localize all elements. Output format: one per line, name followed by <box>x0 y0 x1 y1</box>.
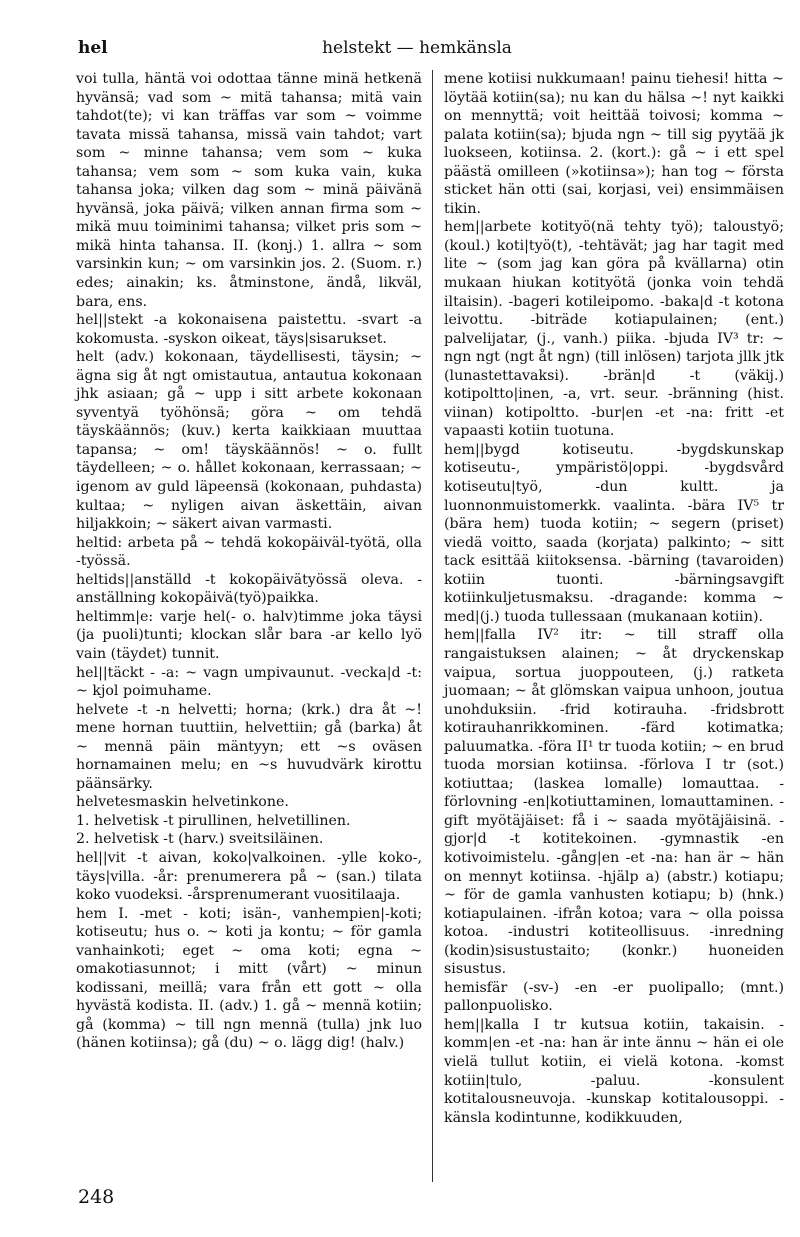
dictionary-entry: hemisfär (-sv-) -en -er puolipallo; (mnt.) pallonpuolisko. <box>444 979 784 1015</box>
dictionary-entry: hem||bygd kotiseutu. -bygdskunskap kotiseutu-, ympäristö|oppi. -bygdsvård kotiseutu|työ, -dun kultt. ja luonnonmuistomerkk. vaalinta. -bära IV⁵ tr (bära hem) tuoda kotiin; ~ segern (priset) viedä voitto, saada (korjata) palkinto; ~ sitt tack esittää kiitoksensa. -bärning (tavaroiden) kotiin tuonti. -bärningsavgift kotiinkuljetusmaksu. -dragande: komma ~ med|(j.) tuoda tullessaan (mukanaan kotiin). <box>444 441 784 625</box>
running-head-word: hel <box>78 38 108 58</box>
dictionary-entry: helt (adv.) kokonaan, täydellisesti, täysin; ~ ägna sig åt ngt omistautua, antautua kokonaan jhk asiaan; gå ~ upp i sitt arbete kokonaan syventyä työhönsä; göra ~ om tehdä täyskäännös; (kuv.) kerta kaikkiaan muuttaa tapansa; ~ om! täyskäännös! ~ o. fullt täydelleen; ~ o. hållet kokonaan, kerrassaan; ~ igenom av guld läpeensä (kokonaan, puhdasta) kultaa; ~ nyligen aivan äskettäin, aivan hiljakkoin; ~ säkert aivan varmasti. <box>76 349 422 533</box>
dictionary-entry: 2. helvetisk -t (harv.) sveitsiläinen. <box>76 831 324 848</box>
running-head-title: helstekt — hemkänsla <box>322 38 512 58</box>
left-column <box>76 70 422 1053</box>
column-divider <box>432 70 433 1182</box>
dictionary-entry: voi tulla, häntä voi odottaa tänne minä hetkenä hyvänsä; vad som ~ mitä tahansa; mitä vain tahdot(te); vi kan träffas var som ~ voimme tavata missä tahansa, missä vain tahdot; vart som ~ minne tahansa; vem som ~ kuka tahansa; vem som ~ som kuka vain, kuka tahansa joka; vilken dag som ~ minä päivänä hyvänsä, joka päivä; vilken annan firma som ~ mikä muu toiminimi tahansa; vilket pris som ~ mikä hinta tahansa. II. (konj.) 1. allra ~ som varsinkin kun; ~ om varsinkin jos. 2. (Suom. r.) edes; ainakin; ks. åtminstone, ändå, likväl, bara, ens. <box>76 71 422 310</box>
dictionary-entry: heltimm|e: varje hel(- o. halv)timme joka täysi (ja puoli)tunti; klockan slår bara -ar kello lyö vain (täydet) tunnit. <box>76 608 422 662</box>
dictionary-entry: hem I. -met - koti; isän-, vanhempien|-koti; kotiseutu; hus o. ~ koti ja kontu; ~ för gamla vanhainkoti; eget ~ oma koti; egna ~ omakotiasunnot; i mitt (vårt) ~ minun kodissani, meillä; vara från ett gott ~ olla hyvästä kodista. II. (adv.) 1. gå ~ mennä kotiin; gå (komma) ~ till ngn mennä (tulla) jnk luo (hänen kotiinsa); gå (du) ~ o. lägg dig! (halv.) <box>76 905 422 1052</box>
dictionary-entry: mene kotiisi nukkumaan! painu tiehesi! hitta ~ löytää kotiin(sa); nu kan du hälsa ~! nyt kaikki on mennyttä; voit heittää toivosi; komma ~ palata kotiin(sa); bjuda ngn ~ till sig pyytää jk luokseen, kotiinsa. 2. (kort.): gå ~ i ett spel päästä omilleen (»kotiinsa»); han tog ~ första sticket hän otti (sai, korjasi, vei) ensimmäisen tikin. <box>444 71 784 217</box>
dictionary-entry: helvetesmaskin helvetinkone. <box>76 794 289 811</box>
dictionary-entry: hel||stekt -a kokonaisena paistettu. -svart -a kokomusta. -syskon oikeat, täys|sisarukset. <box>76 312 422 347</box>
dictionary-entry: 1. helvetisk -t pirullinen, helvetillinen. <box>76 812 351 829</box>
dictionary-entry: hel||vit -t aivan, koko|valkoinen. -ylle koko-, täys|villa. -år: prenumerera på ~ (san.) tilata koko vuodeksi. -årsprenumerant vuositilaaja. <box>76 849 422 904</box>
dictionary-entry: hel||täckt - -a: ~ vagn umpivaunut. -vecka|d -t: ~ kjol poimuhame. <box>76 664 422 700</box>
page-header <box>74 38 760 62</box>
dictionary-entry: heltids||anställd -t kokopäivätyössä oleva. -anställning kokopäivä(työ)paikka. <box>76 571 422 607</box>
dictionary-entry: hem||kalla I tr kutsua kotiin, takaisin. -komm|en -et -na: han är inte ännu ~ hän ei ole vielä tullut kotiin, ei vielä kotona. -komst kotiin|tulo, -paluu. -konsulent kotitalousneuvoja. -kunskap kotitalousoppi. -känsla kodintunne, kodikkuuden, <box>444 1016 784 1126</box>
page-number: 248 <box>78 1186 115 1208</box>
right-column <box>444 70 784 1127</box>
dictionary-entry: hem||falla IV² itr: ~ till straff olla rangaistuksen alainen; ~ åt dryckenskap vaipua, sortua juoppouteen, (j.) ratketa juomaan; ~ åt glömskan vaipua unhoon, joutua unohduksiin. -frid kotirauha. -fridsbrott kotirauhanrikkominen. -färd kotimatka; paluumatka. -föra II¹ tr tuoda kotiin; ~ en brud tuoda morsian kotiinsa. -förlova I tr (sot.) kotiuttaa; (laskea lomalle) lomauttaa. -förlovning -en|kotiuttaminen, lomauttaminen. -gift myötäjäiset: få i ~ saada myötäjäisinä. -gjor|d -t kotitekoinen. -gymnastik -en kotivoimistelu. -gång|en -et -na: han är ~ hän on mennyt kotiinsa. -hjälp a) (abstr.) kotiapu; ~ för de gamla vanhusten kotiapu; b) (hnk.) kotiapulainen. -ifrån kotoa; vara ~ olla poissa kotoa. -industri kotiteollisuus. -inredning (kodin)sisustustaito; (konkr.) huoneiden sisustus. <box>444 627 784 978</box>
dictionary-entry: hem||arbete kotityö(nä tehty työ); taloustyö; (koul.) koti|työ(t), -tehtävät; jag har tagit med lite ~ (som jag kan göra på kvällarna) otin mukaan hiukan kotityötä (jonka voin tehdä iltaisin). -bageri kotileipomo. -baka|d -t kotona leivottu. -biträde kotiapulainen; (ent.) palvelijatar, (j., vanh.) piika. -bjuda IV³ tr: ~ ngn ngt (ngt åt ngn) (till inlösen) tarjota jllk jtk (lunastettavaksi). -brän|d -t (väkij.) kotipoltto|inen, -a, vrt. seur. -bränning (hist. viinan) kotipoltto. -bur|en -et -na: fritt -et vapaasti kotiin tuotuna. <box>444 219 784 440</box>
dictionary-entry: heltid: arbeta på ~ tehdä kokopäiväl-työtä, olla -työssä. <box>76 534 422 570</box>
dictionary-entry: helvete -t -n helvetti; horna; (krk.) dra åt ~! mene hornan tuuttiin, helvettiin; gå (barka) åt ~ mennä päin mäntyyn; ett ~s oväsen hornamainen melu; en ~s huvudvärk kirottu päänsärky. <box>76 701 422 792</box>
